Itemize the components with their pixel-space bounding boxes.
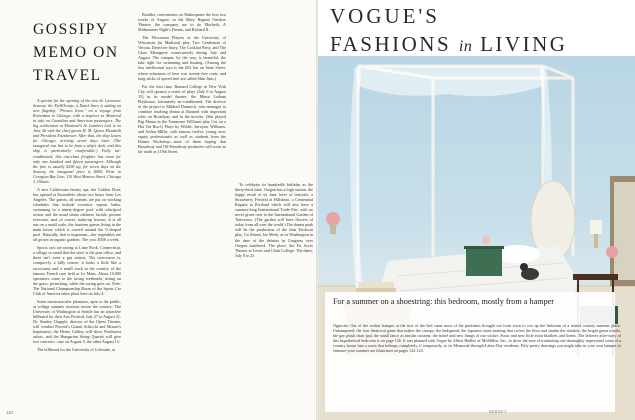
text-column-2: [138, 12, 226, 157]
title-word-in: in: [458, 38, 473, 55]
page-folio-right: BERNET: [489, 410, 507, 414]
canopy-netting: [358, 66, 543, 96]
side-table: [573, 274, 618, 280]
paragraph: Some extracurricular pleasures, open to the public, at college summer sessions across the country: The University of Washington at Seattle has an attractive billboard for their Arts Festival, July 27 to August 21. Dr. Stanley Chapple, director of the Opera Theatre, will conduct Puccini's Gianni Schicchi and Mozart's Impresario; the Henry Gallery will show Northwest artists, and the Hungarian String Quartet will give two concerts—one on August 5, the other August 13.: [33, 298, 121, 345]
stacked-linens: [358, 282, 394, 288]
paragraph: To celebrate its hundredth birthday as the thirty-third state, Oregon has a high station, the happy result of its June lover of festivals: a Strawberry Festival at Hillsboro, a Centennial Regatta at Portland which will also have a summer-long International Trade Fair, with no never given over to the International Garden of Tomorrow. (The garden will have flowers of today from all over the world.) The drama peak will be the production of the Jane Erickson play, Go Ahead, Joe Meek, at its Washington in the time of the debates in Congress over Oregon statehood. The place: the Fir Acres Theater at Lewis and Clark College. The dates, July 8 to 25.: [235, 182, 313, 258]
paragraph: The Wisconsin Players at the University of Wisconsin (in Madison) play Two Gentlemen of Verona, Detective Story, The Cocktail Party, and The Glass Menagerie consecutively during July and August. The campus, by the way, is beautiful, the lake right for swimming and boating. (Among the less intellectual joys is the 602 bar on State Street, where schooners of beer cost twenty-five cents, and long sticks of spiced beef are called Slim Jims.): [138, 35, 226, 81]
text-column-3: [235, 182, 313, 261]
paragraph: Boulder, concentrates on Shakespeare the first two weeks of August: in the Mary Rippon Outdoor Theatre, the company are to do Macbeth, A Midsummer Night's Dream, and Richard II.: [138, 12, 226, 33]
flowers-left: [326, 212, 340, 226]
flowers-right: [606, 246, 618, 258]
paragraph: A special for the opening of the new St. Lawrence Seaway: the FjellOranje, a Dutch liner, is sailing on new flagship, "Prinses Irene," on a voyage from Rotterdam to Chicago, with a stopover in Montreal to take on Canadian and American passengers. The big celebration at Montreal's St. Lambert lock is on June 26 with the chief guests H. M. Queen Elizabeth and President Eisenhower. After that, the ship leaves for Chicago, arriving seven days later. (The inaugural run has to be from a ship's deck, and this ship is particularly comfortable.) Fully air-conditioned, this one-class freighter has room for only one hundred and fifteen passengers. Although the fare is usually $290 up, for seven days on the Seaway, the inaugural price is $400. Write to Georgian Bay Line, 110 West Monroe Street, Chicago 3, Illinois.: [33, 98, 121, 184]
section-title-line-1: VOGUE'S: [330, 4, 440, 28]
title-word-fashions: FASHIONS: [330, 32, 452, 56]
page-number-left: 120: [6, 410, 13, 415]
section-title-line-2: [330, 32, 567, 57]
caption-title: For a summer on a shoestring: this bedroom, mostly from a hamper: [333, 297, 555, 306]
left-page: [0, 0, 317, 420]
caption-body: Opposite: Out of the wicker hamper at the foot of the bed came most of the prettiness brought out from town to vex up the bedroom of a rented country summer place. Unhampered: the four theatrical game that makes the canopy; the bedspread; the Japanese straw matting that covers the floor and shades the window; the bright green towels, the gay plush chair pad, the small fancy as muslin curtains; the moiré and new things of our wicker. Straw and new little extra blankets and linens. The leftover after-story of this hypothetical bedroom is on page 126. It was planned with Vogue by Albert Hadley of McMillen, Inc., to show the ease of translating one thoroughly impersonal room of a country house into a room that belongs completely, if temporarily, to its Memorial-through-Labor-Day residents. Fifty pretty drawings you might take in your own hamper to enhance your summer are illustrated on pages 122-123.: [333, 323, 621, 354]
paragraph: Sports cars are racing at Lime Rock, Connecticut, a village so small that the store is the post office, and there isn't even a gas station. The racecourse is, compact-ly a hilly course; it looks a little like a racecourse and a small track in the country of the famous French race held at Le Mans. About 10,000 spectators come to the racing weekends, sitting on the grass, picnicking, while the racing goes on. Note: The National Championship Races of the Sports Car Club of America takes place here on July 4.: [33, 245, 121, 296]
headline-line-2: MEMO ON: [33, 44, 119, 61]
paragraph: A new Californian beauty spa, the Golden Door, has opened at Escondido, about two hours from Los Angeles. The guests, all women, are put on working schedules that include eccentric vapour baths, swimming in a ninety-degree pool with whirlpool action, and the usual steam cabinets, facials, posture exercises, and, of course, make-up lessons. It is all run on a small scale, the fourteen guests living in the main house which is curved around the U-shaped pool. Naturally, that is important—the vegetables are all grown in organic gardens. The cost: $350 a week.: [33, 186, 121, 243]
title-word-living: LIVING: [480, 32, 568, 56]
article-headline: [33, 18, 123, 87]
green-nightstand: [466, 248, 502, 276]
paragraph: For the first time, Barnard College in New York City will sponsor a series of plays (July 6 to August 15) in its model theatre, the Minor Latham Playhouse, fortunately air-conditioned. The director of the project is Mildred Dunnock, who manages to combine teaching drama at Barnard with important roles on Broadway and in the movies. (She played Big Mama in the Tennessee Williams play Cat on a Hot Tin Roof.) Plays by Wilder, Saroyan, Williams, and Arthur Miller, with famous twelve, young, non-equity professionals as well as students from the Drama Workshop—most of them hoping that Broadway and Off-Broadway producers will scout as far north as 119th Street.: [138, 83, 226, 155]
headline-line-1: GOSSIPY: [33, 21, 109, 38]
flower-vase: [482, 236, 490, 244]
paragraph: The billboard for the University of Colorado, at: [37, 347, 115, 353]
table-lamp: [590, 220, 602, 234]
text-column-1: [33, 98, 121, 355]
headline-line-3: TRAVEL: [33, 67, 102, 84]
